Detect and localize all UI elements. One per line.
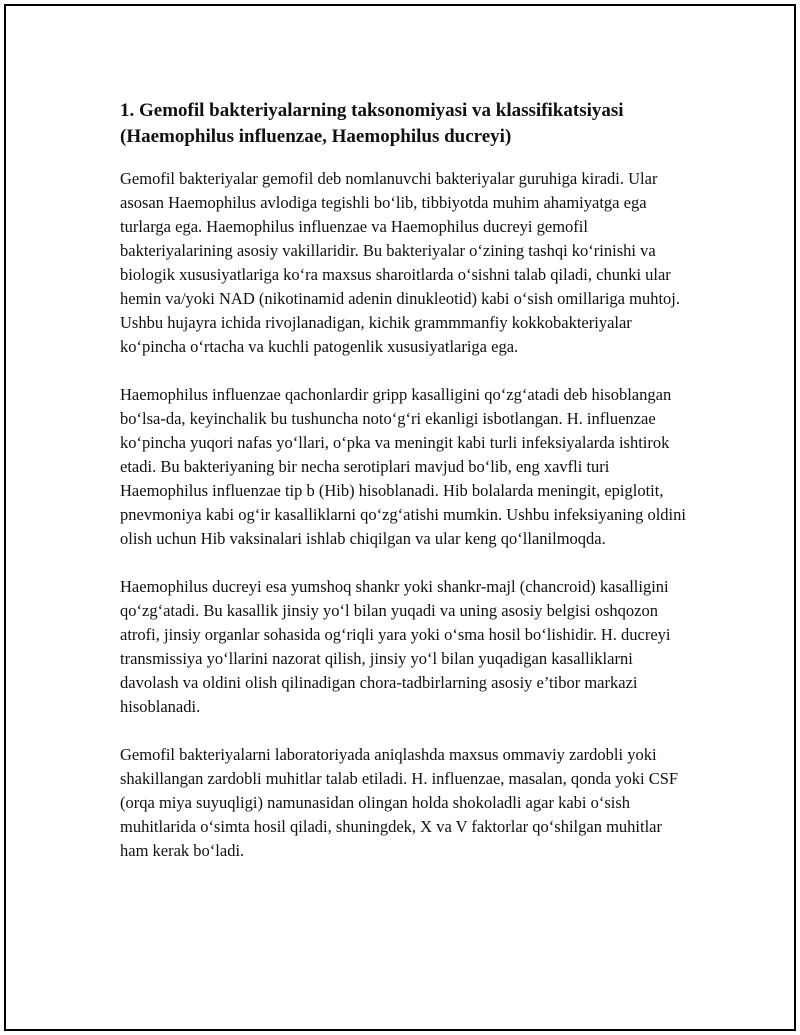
- paragraph-3: Haemophilus ducreyi esa yumshoq shankr yoki shankr-majl (chancroid) kasalligini qo‘zg‘atadi. Bu kasallik jinsiy yo‘l bilan yuqadi va uning asosiy belgisi oshqozon atrofi, jinsiy organlar sohasida og‘riqli yara yoki o‘sma hosil bo‘lishidir. H. ducreyi transmissiya yo‘llarini nazorat qilish, jinsiy yo‘l bilan yuqadigan kasalliklarni davolash va oldini olish qilinadigan chora-tadbirlarning asosiy e’tibor markazi hisoblanadi.: [120, 577, 671, 716]
- paragraph-1: Gemofil bakteriyalar gemofil deb nomlanuvchi bakteriyalar guruhiga kiradi. Ular asosan Haemophilus avlodiga tegishli bo‘lib, tibbiyotda muhim ahamiyatga ega turlarga ega. Haemophilus influenzae va Haemophilus ducreyi gemofil bakteriyalarining asosiy vakillaridir. Bu bakteriyalar o‘zining tashqi ko‘rinishi va biologik xususiyatlariga ko‘ra maxsus sharoitlarda o‘sishni talab qiladi, chunki ular hemin va/yoki NAD (nikotinamid adenin dinukleotid) kabi o‘sish omillariga muhtoj. Ushbu hujayra ichida rivojlanadigan, kichik grammmanfiy kokkobakteriyalar ko‘pincha o‘rtacha va kuchli patogenlik xususiyatlariga ega.: [120, 169, 681, 356]
- page-frame: [4, 4, 796, 1031]
- document-title: 1. Gemofil bakteriyalarning taksonomiyasi va klassifikatsiyasi (Haemophilus influenzae, Haemophilus ducreyi): [120, 100, 624, 147]
- document-body: [120, 98, 690, 863]
- paragraph-2: Haemophilus influenzae qachonlardir gripp kasalligini qo‘zg‘atadi deb hisoblangan bo‘lsa-da, keyinchalik bu tushuncha noto‘g‘ri ekanligi isbotlangan. H. influenzae ko‘pincha yuqori nafas yo‘llari, o‘pka va meningit kabi turli infeksiyalarda ishtirok etadi. Bu bakteriyaning bir necha serotiplari mavjud bo‘lib, eng xavfli turi Haemophilus influenzae tip b (Hib) hisoblanadi. Hib bolalarda meningit, epiglotit, pnevmoniya kabi og‘ir kasalliklarni qo‘zg‘atishi mumkin. Ushbu infeksiyaning oldini olish uchun Hib vaksinalari ishlab chiqilgan va ular keng qo‘llanilmoqda.: [120, 385, 686, 548]
- paragraph-4: Gemofil bakteriyalarni laboratoriyada aniqlashda maxsus ommaviy zardobli yoki shakillangan zardobli muhitlar talab etiladi. H. influenzae, masalan, qonda yoki CSF (orqa miya suyuqligi) namunasidan olingan holda shokoladli agar kabi o‘sish muhitlarida o‘simta hosil qiladi, shuningdek, X va V faktorlar qo‘shilgan muhitlar ham kerak bo‘ladi.: [120, 745, 679, 860]
